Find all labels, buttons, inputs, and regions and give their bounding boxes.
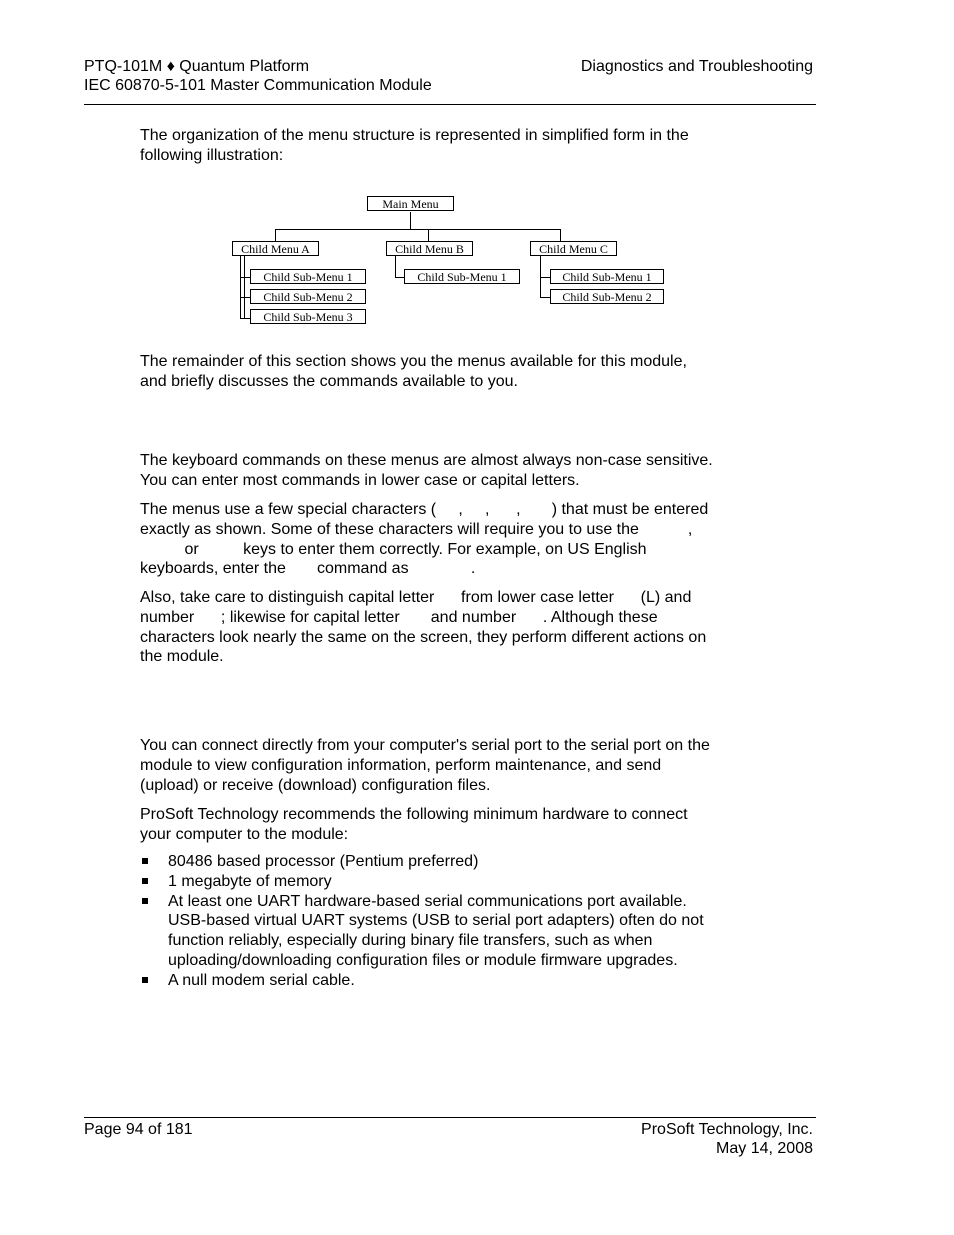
child-a-branch-line-inner	[244, 256, 245, 319]
bullet-marker-icon	[142, 858, 148, 864]
c-sub1-tick	[540, 277, 550, 278]
child-bus-line	[275, 229, 560, 230]
bullet-marker-icon	[142, 878, 148, 884]
a-sub-menu-1-box: Child Sub-Menu 1	[250, 269, 366, 284]
a-sub2-tick	[240, 297, 250, 298]
special-characters-paragraph: The menus use a few special characters ( , , , ) that must be entered exactly as shown. Some of these characters will require you to use the , or keys to enter them correctly. For example, on US English keyboards, enter the command as .	[140, 501, 709, 578]
b-sub1-tick	[395, 277, 404, 278]
connect-paragraph: You can connect directly from your computer's serial port to the serial port on the module to view configuration information, perform maintenance, and send (upload) or receive (download) configuration files.	[140, 737, 710, 794]
child-b-drop-line	[428, 229, 429, 241]
c-sub-menu-1-box: Child Sub-Menu 1	[550, 269, 664, 284]
child-menu-a-box: Child Menu A	[232, 241, 319, 256]
footer-date: May 14, 2008	[716, 1140, 813, 1157]
remainder-paragraph: The remainder of this section shows you the menus available for this module, and briefly discusses the commands available to you.	[140, 353, 687, 390]
b-sub-menu-1-box: Child Sub-Menu 1	[404, 269, 520, 284]
child-a-branch-line	[240, 256, 241, 319]
bullet-marker-icon	[142, 977, 148, 983]
intro-paragraph: The organization of the menu structure is represented in simplified form in the following illustration:	[140, 127, 689, 164]
a-sub-menu-2-box: Child Sub-Menu 2	[250, 289, 366, 304]
c-sub-menu-2-box: Child Sub-Menu 2	[550, 289, 664, 304]
child-b-branch-line	[395, 256, 396, 278]
main-stem-line	[410, 212, 411, 230]
footer-page-number: Page 94 of 181	[84, 1121, 193, 1138]
list-item: A null modem serial cable.	[140, 971, 780, 991]
footer-company: ProSoft Technology, Inc.	[641, 1121, 813, 1138]
recommend-paragraph: ProSoft Technology recommends the following minimum hardware to connect your computer to the module:	[140, 806, 688, 843]
list-item: 1 megabyte of memory	[140, 872, 780, 892]
header-section-title: Diagnostics and Troubleshooting	[580, 58, 813, 75]
a-sub1-tick	[240, 277, 250, 278]
bullet-marker-icon	[142, 898, 148, 904]
header-product-line: PTQ-101M ♦ Quantum Platform	[84, 58, 310, 75]
footer-rule	[84, 1117, 816, 1118]
list-item: At least one UART hardware-based serial communications port available. USB-based virtual UART systems (USB to serial port adapters) often do not function reliably, especially during binary file transfers, such as when uploading/downloading configuration files or module firmware upgrades.	[140, 892, 780, 971]
a-sub3-tick	[240, 318, 250, 319]
distinguish-paragraph: Also, take care to distinguish capital letter from lower case letter (L) and number ; likewise for capital letter and number . Although these characters look nearly the same on the screen, they perform different actions on the module.	[140, 589, 707, 666]
header-module-name: IEC 60870-5-101 Master Communication Module	[84, 77, 432, 94]
header-rule	[84, 104, 816, 105]
child-menu-c-box: Child Menu C	[530, 241, 617, 256]
child-c-drop-line	[560, 229, 561, 241]
c-sub2-tick	[540, 297, 550, 298]
list-item: 80486 based processor (Pentium preferred)	[140, 852, 780, 872]
a-sub-menu-3-box: Child Sub-Menu 3	[250, 309, 366, 324]
child-menu-b-box: Child Menu B	[386, 241, 473, 256]
hardware-requirements-list	[140, 852, 780, 991]
child-a-drop-line	[275, 229, 276, 241]
main-menu-box: Main Menu	[367, 196, 454, 211]
keyboard-paragraph: The keyboard commands on these menus are almost always non-case sensitive. You can enter most commands in lower case or capital letters.	[140, 452, 713, 489]
